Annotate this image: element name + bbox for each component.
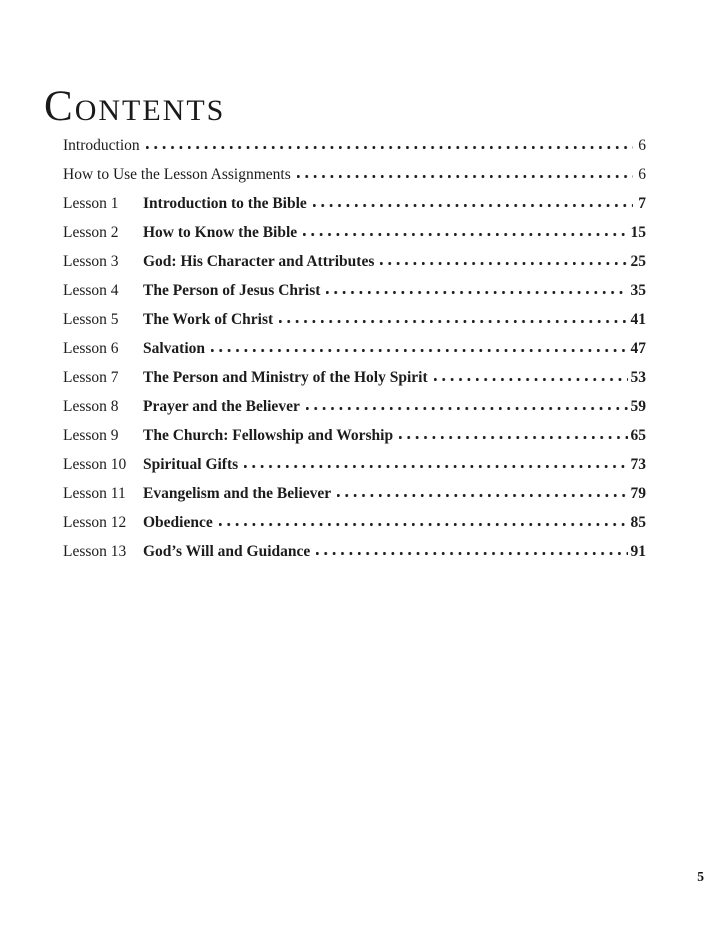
toc-row-page-number: 85	[630, 514, 646, 531]
toc-row-page-number: 79	[630, 485, 646, 502]
dot-leader	[216, 514, 628, 527]
toc-row	[63, 456, 646, 485]
dot-leader	[334, 485, 627, 498]
toc-row	[63, 311, 646, 340]
toc-row-page-number: 73	[630, 456, 646, 473]
toc-row-page-number: 53	[630, 369, 646, 386]
toc-row-lesson-label: Lesson 8	[63, 398, 119, 415]
page-title: CONTENTS	[44, 83, 226, 130]
toc-row	[63, 543, 646, 572]
dot-leader	[143, 137, 633, 150]
dot-leader	[310, 195, 633, 208]
dot-leader	[377, 253, 627, 266]
toc-row-page-number: 47	[630, 340, 646, 357]
toc-row-lesson-label: Lesson 1	[63, 195, 119, 212]
toc-row	[63, 224, 646, 253]
toc-row-page-number: 35	[630, 282, 646, 299]
toc-row-page-number: 6	[638, 137, 646, 154]
toc-row-title: The Church: Fellowship and Worship	[143, 427, 394, 444]
toc-row	[63, 398, 646, 427]
dot-leader	[208, 340, 627, 353]
toc-row-page-number: 41	[630, 311, 646, 328]
toc-row-title: The Work of Christ	[143, 311, 274, 328]
toc-row-lesson-label: Lesson 7	[63, 369, 119, 386]
toc-row	[63, 485, 646, 514]
toc-row	[63, 137, 646, 166]
toc-row	[63, 514, 646, 543]
toc-row-title: Evangelism and the Believer	[143, 485, 332, 502]
toc-row-page-number: 15	[630, 224, 646, 241]
toc-row-title: Introduction	[63, 137, 140, 154]
toc-row-lesson-label: Lesson 11	[63, 485, 126, 502]
page-number: 5	[697, 869, 704, 884]
toc-row	[63, 427, 646, 456]
toc-row-title: Obedience	[143, 514, 213, 531]
toc-row-title: Prayer and the Believer	[143, 398, 300, 415]
dot-leader	[300, 224, 627, 237]
toc-row-page-number: 6	[638, 166, 646, 183]
toc-row-title: The Person and Ministry of the Holy Spirit	[143, 369, 428, 386]
toc-row-lesson-label: Lesson 5	[63, 311, 119, 328]
dot-leader	[396, 427, 627, 440]
dot-leader	[313, 543, 627, 556]
toc-row	[63, 340, 646, 369]
toc-row-lesson-label: Lesson 9	[63, 427, 119, 444]
toc-row-lesson-label: Lesson 12	[63, 514, 127, 531]
dot-leader	[294, 166, 633, 179]
toc-row-page-number: 91	[630, 543, 646, 560]
toc-row	[63, 282, 646, 311]
toc-row-title: Spiritual Gifts	[143, 456, 239, 473]
toc-row-title: Introduction to the Bible	[143, 195, 307, 212]
toc-row	[63, 369, 646, 398]
toc-row	[63, 195, 646, 224]
toc-row-lesson-label: Lesson 3	[63, 253, 119, 270]
toc-row-lesson-label: Lesson 10	[63, 456, 127, 473]
toc-row-page-number: 7	[638, 195, 646, 212]
toc-row	[63, 166, 646, 195]
dot-leader	[431, 369, 628, 382]
toc-row-lesson-label: Lesson 13	[63, 543, 127, 560]
toc-row-lesson-label: Lesson 6	[63, 340, 119, 357]
toc-row-title: How to Use the Lesson Assignments	[63, 166, 291, 183]
toc-row-title: God’s Will and Guidance	[143, 543, 311, 560]
dot-leader	[323, 282, 627, 295]
dot-leader	[241, 456, 627, 469]
dot-leader	[276, 311, 627, 324]
toc-row-lesson-label: Lesson 2	[63, 224, 119, 241]
toc-row-title: How to Know the Bible	[143, 224, 298, 241]
toc-row	[63, 253, 646, 282]
toc-row-page-number: 59	[630, 398, 646, 415]
toc-row-title: Salvation	[143, 340, 206, 357]
dot-leader	[303, 398, 628, 411]
toc-row-page-number: 65	[630, 427, 646, 444]
toc-row-title: God: His Character and Attributes	[143, 253, 375, 270]
toc-row-lesson-label: Lesson 4	[63, 282, 119, 299]
toc-row-title: The Person of Jesus Christ	[143, 282, 321, 299]
toc-list	[63, 137, 646, 572]
toc-row-page-number: 25	[630, 253, 646, 270]
